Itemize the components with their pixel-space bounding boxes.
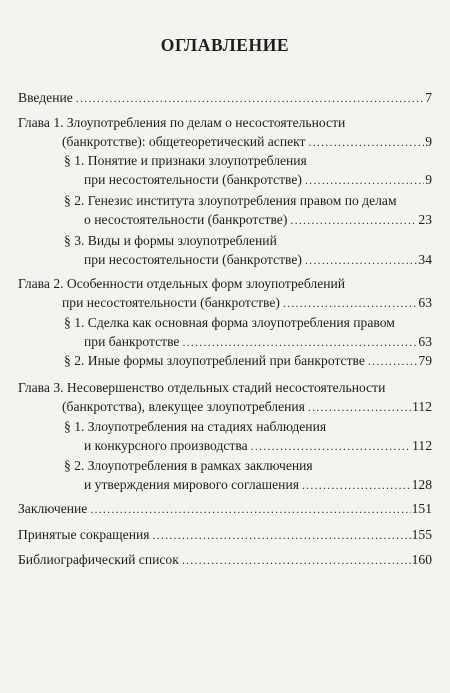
- toc-entry: [64, 351, 432, 371]
- toc-entry-title-line: Введение: [18, 90, 73, 105]
- toc-entry-last-line: [18, 499, 432, 519]
- toc-entry-title-line: § 1. Понятие и признаки злоупотребления: [64, 153, 307, 168]
- toc-entry-last-line: [18, 397, 432, 417]
- toc-page-number: 34: [418, 252, 432, 267]
- toc-page-number: 160: [411, 552, 432, 567]
- toc-entry: [64, 231, 432, 270]
- toc-entry-title-line: § 2. Генезис института злоупотребления правом по делам: [64, 193, 397, 208]
- toc-entry-last-line: [64, 351, 432, 371]
- toc-entry: [64, 456, 432, 495]
- toc-page-number: 79: [418, 353, 432, 368]
- toc-entry: [64, 191, 432, 230]
- toc-page-number: 155: [411, 527, 432, 542]
- toc-entry-last-line: [64, 436, 432, 456]
- toc-page-number: 151: [411, 501, 432, 516]
- toc-entry-last-line: [64, 210, 432, 230]
- toc-entry: [64, 151, 432, 190]
- toc-entry: [18, 113, 432, 152]
- dot-leader: [309, 133, 425, 152]
- toc-entry: [64, 313, 432, 352]
- toc-entry-title-line: § 1. Сделка как основная форма злоупотребления правом: [64, 315, 395, 330]
- toc-entry-title-line: и утверждения мирового соглашения: [84, 477, 299, 492]
- toc-entry-title-line: (банкротства), влекущее злоупотребления: [62, 399, 305, 414]
- toc-page-number: 23: [418, 212, 432, 227]
- dot-leader: [182, 333, 417, 352]
- dot-leader: [305, 171, 424, 190]
- toc-entry: [18, 525, 432, 545]
- toc-entry-title-line: (банкротстве): общетеоретический аспект: [62, 134, 306, 149]
- dot-leader: [283, 294, 417, 313]
- toc-entry-title-line: § 3. Виды и формы злоупотреблений: [64, 233, 277, 248]
- toc-entry-last-line: [64, 475, 432, 495]
- dot-leader: [368, 352, 418, 371]
- toc-entry-last-line: [64, 170, 432, 190]
- toc-entry-title-line: Заключение: [18, 501, 88, 516]
- toc-entry-title-line: § 2. Иные формы злоупотреблений при банкротстве: [64, 353, 365, 368]
- toc-entry-title-line: о несостоятельности (банкротстве): [84, 212, 288, 227]
- dot-leader: [308, 398, 411, 417]
- dot-leader: [153, 526, 411, 545]
- toc-entry-title-line: Глава 1. Злоупотребления по делам о несостоятельности: [18, 115, 346, 130]
- toc-entry-title-line: § 2. Злоупотребления в рамках заключения: [64, 458, 313, 473]
- dot-leader: [302, 476, 411, 495]
- toc-entry-last-line: [18, 525, 432, 545]
- toc-entry: [64, 417, 432, 456]
- toc-entry-title-line: Глава 3. Несовершенство отдельных стадий несостоятельности: [18, 380, 386, 395]
- toc-entry-title-line: Библиографический список: [18, 552, 179, 567]
- dot-leader: [76, 89, 424, 108]
- toc-entry-last-line: [18, 293, 432, 313]
- toc-page-number: 112: [412, 399, 432, 414]
- toc-page-number: 9: [425, 172, 432, 187]
- toc-entry: [18, 88, 432, 108]
- toc-entry-last-line: [64, 332, 432, 352]
- toc-entry: [18, 550, 432, 570]
- toc-page-number: 63: [418, 334, 432, 349]
- toc-entry-title-line: при несостоятельности (банкротстве): [62, 295, 280, 310]
- toc-entry: [18, 378, 432, 417]
- dot-leader: [305, 251, 417, 270]
- toc-page-number: 63: [418, 295, 432, 310]
- toc-entry-title-line: Принятые сокращения: [18, 527, 150, 542]
- toc-entry-last-line: [64, 250, 432, 270]
- toc-entry-last-line: [18, 550, 432, 570]
- dot-leader: [290, 211, 417, 230]
- page-title: ОГЛАВЛЕНИЕ: [160, 35, 290, 55]
- toc-entry-title-line: и конкурсного производства: [84, 438, 248, 453]
- dot-leader: [182, 551, 411, 570]
- toc-page-number: 112: [412, 438, 432, 453]
- toc-page-number: 7: [425, 90, 432, 105]
- dot-leader: [251, 437, 412, 456]
- dot-leader: [90, 500, 410, 519]
- toc-entry: [18, 274, 432, 313]
- toc-entry: [18, 499, 432, 519]
- toc-entry-title-line: при банкротстве: [84, 334, 180, 349]
- toc-entry-title-line: при несостоятельности (банкротстве): [84, 172, 302, 187]
- toc-entry-title-line: § 1. Злоупотребления на стадиях наблюдения: [64, 419, 327, 434]
- toc-entry-title-line: при несостоятельности (банкротстве): [84, 252, 302, 267]
- toc-entry-last-line: [18, 132, 432, 152]
- toc-entry-title-line: Глава 2. Особенности отдельных форм злоупотреблений: [18, 276, 346, 291]
- toc-page-number: 9: [425, 134, 432, 149]
- toc-page-number: 128: [411, 477, 432, 492]
- toc-entry-last-line: [18, 88, 432, 108]
